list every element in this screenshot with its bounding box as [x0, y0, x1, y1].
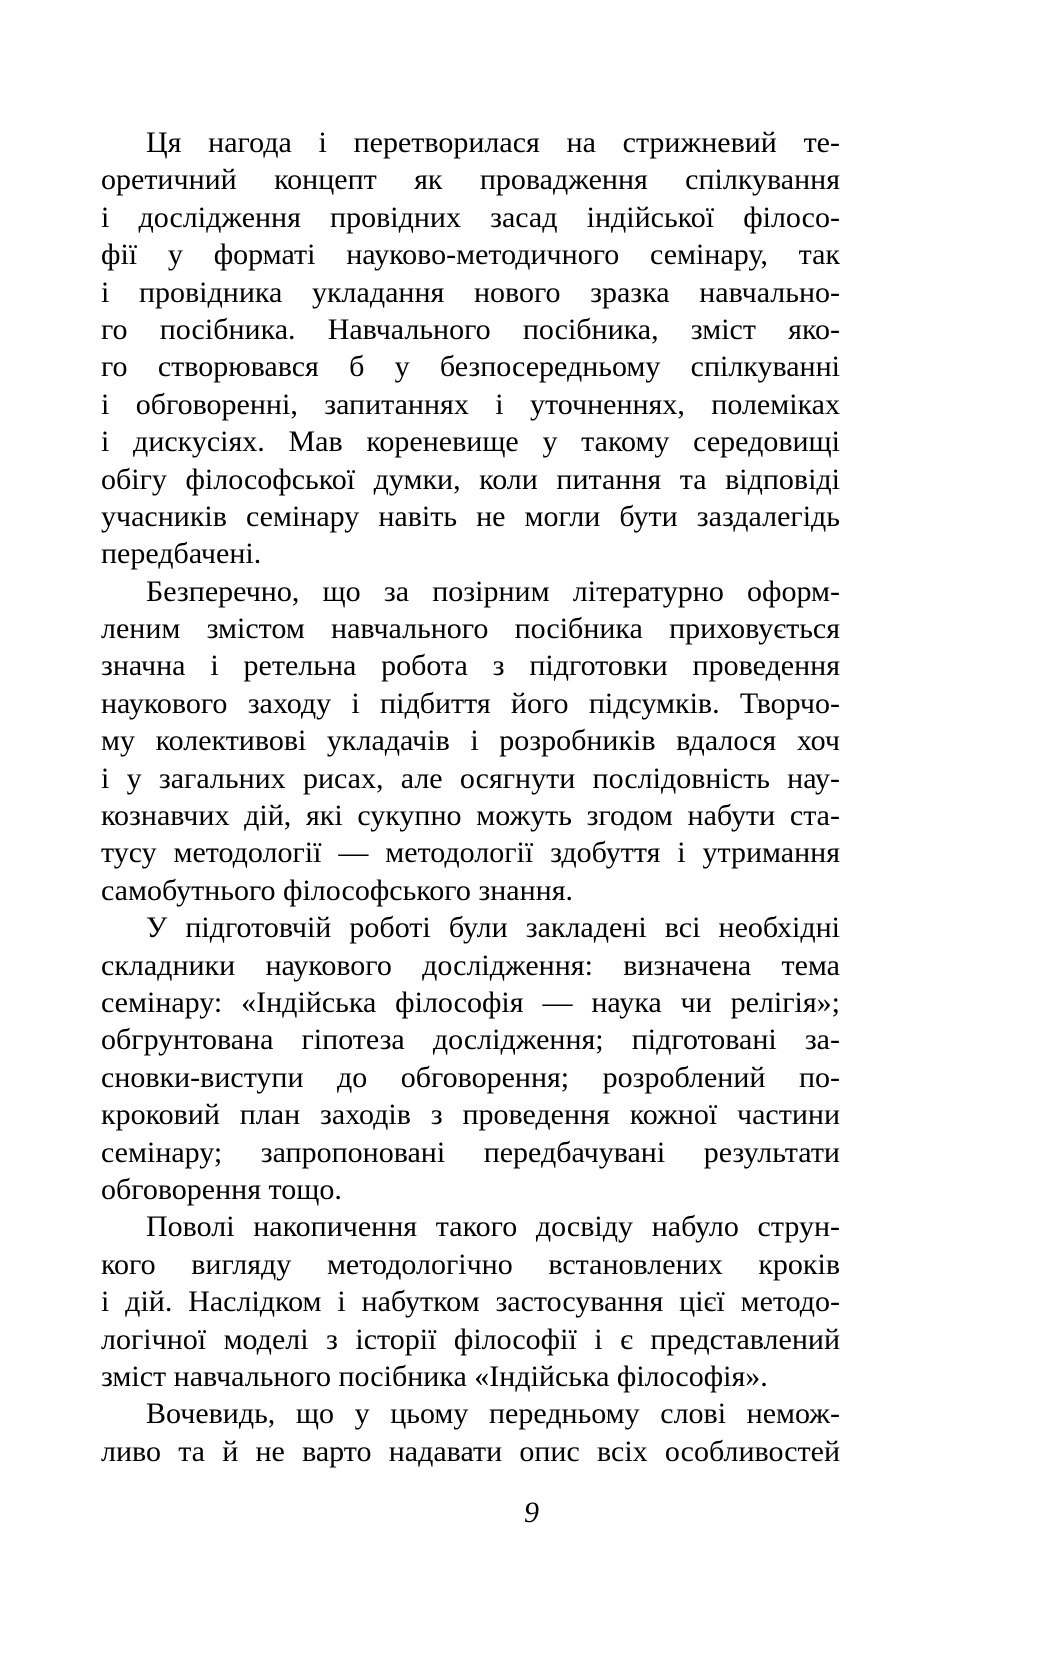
text-line: і дій. Наслідком і набутком застосування цієї методо- — [101, 1285, 840, 1319]
text-line: Вочевидь, що у цьому передньому слові немож- — [146, 1397, 840, 1431]
text-line: учасників семінару навіть не могли бути заздалегідь — [101, 499, 840, 533]
paragraph — [101, 573, 840, 910]
text-line: обігу філософської думки, коли питання та відповіді — [101, 462, 840, 496]
paragraph — [101, 1395, 840, 1470]
text-line: обговорення тощо. — [101, 1172, 342, 1206]
text-line: кого вигляду методологічно встановлених кроків — [101, 1247, 840, 1281]
paragraph — [101, 1208, 840, 1395]
text-line: і у загальних рисах, але осягнути послідовність нау- — [101, 761, 840, 795]
text-line: У підготовчій роботі були закладені всі необхідні — [146, 911, 840, 945]
body-text — [101, 124, 840, 1470]
text-line: наукового заходу і підбиття його підсумків. Творчо- — [101, 686, 840, 720]
text-line: і дослідження провідних засад індійської філосо- — [101, 200, 840, 234]
text-line: логічної моделі з історії філософії і є представлений — [101, 1322, 840, 1356]
text-line: обгрунтована гіпотеза дослідження; підготовані за- — [101, 1023, 840, 1057]
text-line: передбачені. — [101, 537, 262, 571]
text-line: го створювався б у безпосередньому спілкуванні — [101, 350, 840, 384]
text-line: значна і ретельна робота з підготовки проведення — [101, 649, 840, 683]
text-line: сновки-виступи до обговорення; розроблений по- — [101, 1060, 840, 1094]
text-line: самобутнього філософського знання. — [101, 873, 573, 907]
text-line: і обговоренні, запитаннях і уточненнях, полеміках — [101, 387, 840, 421]
text-line: Безперечно, що за позірним літературно оформ- — [146, 574, 840, 608]
text-line: Поволі накопичення такого досвіду набуло струн- — [146, 1210, 840, 1244]
text-line: Ця нагода і перетворилася на стрижневий те- — [146, 126, 840, 159]
paragraph — [101, 909, 840, 1208]
text-line: складники наукового дослідження: визначена тема — [101, 948, 840, 982]
text-line: ливо та й не варто надавати опис всіх особливостей — [101, 1434, 840, 1468]
page-number: 9 — [524, 1496, 539, 1529]
text-line: і провідника укладання нового зразка навчально- — [101, 275, 840, 309]
text-line: тусу методології — методології здобуття і утримання — [101, 836, 840, 870]
text-line: семінару; запропоновані передбачувані результати — [101, 1135, 840, 1169]
text-line: му колективові укладачів і розробників вдалося хоч — [101, 724, 840, 758]
text-line: оретичний концепт як провадження спілкування — [101, 163, 840, 197]
text-line: і дискусіях. Мав кореневище у такому середовищі — [101, 425, 840, 459]
text-line: фії у форматі науково-методичного семінару, так — [101, 238, 840, 272]
text-line: семінару: «Індійська філософія — наука чи релігія»; — [101, 985, 840, 1019]
text-line: го посібника. Навчального посібника, зміст яко- — [101, 312, 840, 346]
text-line: кознавчих дій, які сукупно можуть згодом набути ста- — [101, 799, 840, 833]
text-line: леним змістом навчального посібника приховується — [101, 612, 840, 646]
text-line: кроковий план заходів з проведення кожної частини — [101, 1098, 840, 1132]
paragraph — [101, 124, 840, 573]
text-line: зміст навчального посібника «Індійська філософія». — [101, 1359, 768, 1393]
